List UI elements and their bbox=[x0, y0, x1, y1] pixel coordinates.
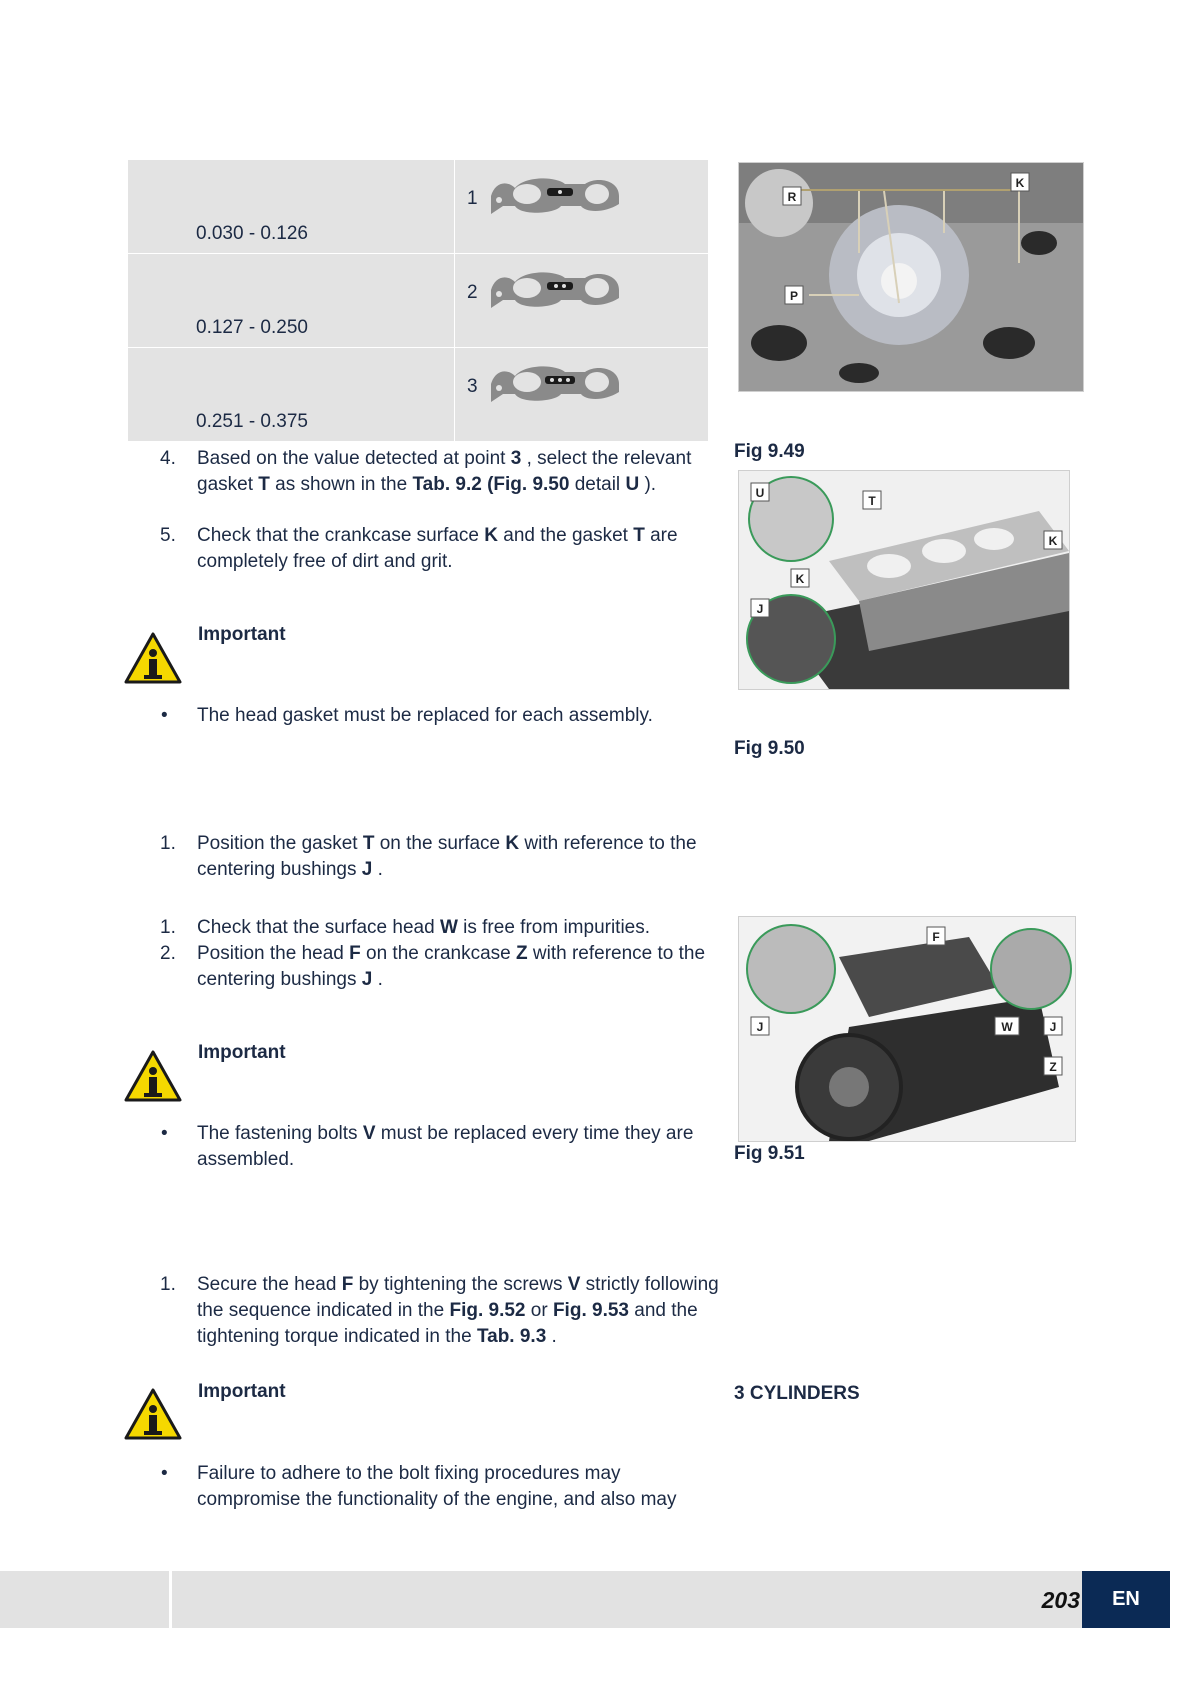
gasket-1-icon bbox=[485, 174, 625, 218]
gasket-2-icon bbox=[485, 268, 625, 312]
gasket-number: 1 bbox=[467, 188, 478, 209]
callout-r: R bbox=[787, 190, 797, 204]
page-number: 203 bbox=[1041, 1587, 1080, 1613]
step-text: Position the gasket T on the surface K with reference to the centering bushings J . bbox=[197, 833, 697, 880]
warning-info-icon bbox=[124, 1388, 182, 1440]
callout-t: T bbox=[868, 494, 876, 508]
callout-j: J bbox=[1049, 1020, 1057, 1034]
table-row bbox=[128, 348, 709, 442]
gasket-range: 0.127 - 0.250 bbox=[128, 254, 455, 348]
list-item: 1. Position the gasket T on the surface K with reference to the centering bushings J . bbox=[160, 831, 720, 883]
gasket-number: 2 bbox=[467, 282, 478, 303]
callout-k: K bbox=[1015, 176, 1025, 190]
warning-info-icon bbox=[124, 1050, 182, 1102]
figure-9-51-image bbox=[738, 916, 1076, 1142]
list-item: 1. Check that the surface head W is free from impurities. bbox=[160, 915, 720, 941]
note-text: Failure to adhere to the bolt fixing procedures may compromise the functionality of the engine, and also may bbox=[197, 1463, 677, 1510]
list-item: • Failure to adhere to the bolt fixing procedures may compromise the functionality of the engine, and also may bbox=[160, 1461, 720, 1513]
list-item: 1. Secure the head F by tightening the screws V strictly following the sequence indicated in the Fig. 9.52 or Fig. 9.53 and the tightening torque indicated in the Tab. 9.3 . bbox=[160, 1272, 720, 1350]
gasket-3-icon bbox=[485, 362, 625, 406]
important-label: Important bbox=[198, 1042, 286, 1063]
callout-k: K bbox=[795, 572, 805, 586]
step-text: Check that the crankcase surface K and the gasket T are completely free of dirt and grit. bbox=[197, 525, 678, 572]
footer-bar bbox=[0, 1571, 1082, 1628]
list-item: • The head gasket must be replaced for each assembly. bbox=[160, 703, 720, 729]
figure-caption: Fig 9.50 bbox=[734, 738, 805, 759]
important-label: Important bbox=[198, 624, 286, 645]
important-label: Important bbox=[198, 1381, 286, 1402]
callout-j: J bbox=[756, 1020, 764, 1034]
section-heading: 3 CYLINDERS bbox=[734, 1383, 860, 1404]
step-text: Check that the surface head W is free from impurities. bbox=[197, 917, 651, 938]
callout-j: J bbox=[756, 602, 764, 616]
step-text: Secure the head F by tightening the screws V strictly following the sequence indicated in the Fig. 9.52 or Fig. 9.53 and the tightening torque indicated in the Tab. 9.3 . bbox=[197, 1274, 719, 1347]
figure-9-50-image bbox=[738, 470, 1070, 690]
callout-k: K bbox=[1048, 534, 1058, 548]
note-text: The head gasket must be replaced for each assembly. bbox=[197, 705, 653, 726]
figure-caption: Fig 9.51 bbox=[734, 1143, 805, 1164]
callout-u: U bbox=[755, 486, 765, 500]
step-text: Based on the value detected at point 3 , select the relevant gasket T as shown in the Tab. 9.2 (Fig. 9.50 detail U ). bbox=[197, 448, 692, 495]
language-badge: EN bbox=[1082, 1571, 1170, 1628]
callout-z: Z bbox=[1049, 1060, 1057, 1074]
gasket-table bbox=[127, 159, 709, 442]
table-row bbox=[128, 254, 709, 348]
warning-info-icon bbox=[124, 632, 182, 684]
callout-f: F bbox=[932, 930, 940, 944]
figure-9-49-image bbox=[738, 162, 1084, 392]
step-text: Position the head F on the crankcase Z with reference to the centering bushings J . bbox=[197, 943, 706, 990]
callout-w: W bbox=[1001, 1020, 1013, 1034]
list-item: 4. Based on the value detected at point 3 , select the relevant gasket T as shown in the Tab. 9.2 (Fig. 9.50 detail U ). bbox=[160, 446, 720, 498]
list-item: • The fastening bolts V must be replaced every time they are assembled. bbox=[160, 1121, 720, 1173]
note-text: The fastening bolts V must be replaced every time they are assembled. bbox=[197, 1123, 694, 1170]
gasket-range: 0.251 - 0.375 bbox=[128, 348, 455, 442]
figure-caption: Fig 9.49 bbox=[734, 441, 805, 462]
gasket-range: 0.030 - 0.126 bbox=[128, 160, 455, 254]
table-row bbox=[128, 160, 709, 254]
list-item: 5. Check that the crankcase surface K and the gasket T are completely free of dirt and grit. bbox=[160, 523, 720, 575]
list-item: 2. Position the head F on the crankcase Z with reference to the centering bushings J . bbox=[160, 941, 720, 993]
callout-p: P bbox=[789, 289, 799, 303]
gasket-number: 3 bbox=[467, 376, 478, 397]
